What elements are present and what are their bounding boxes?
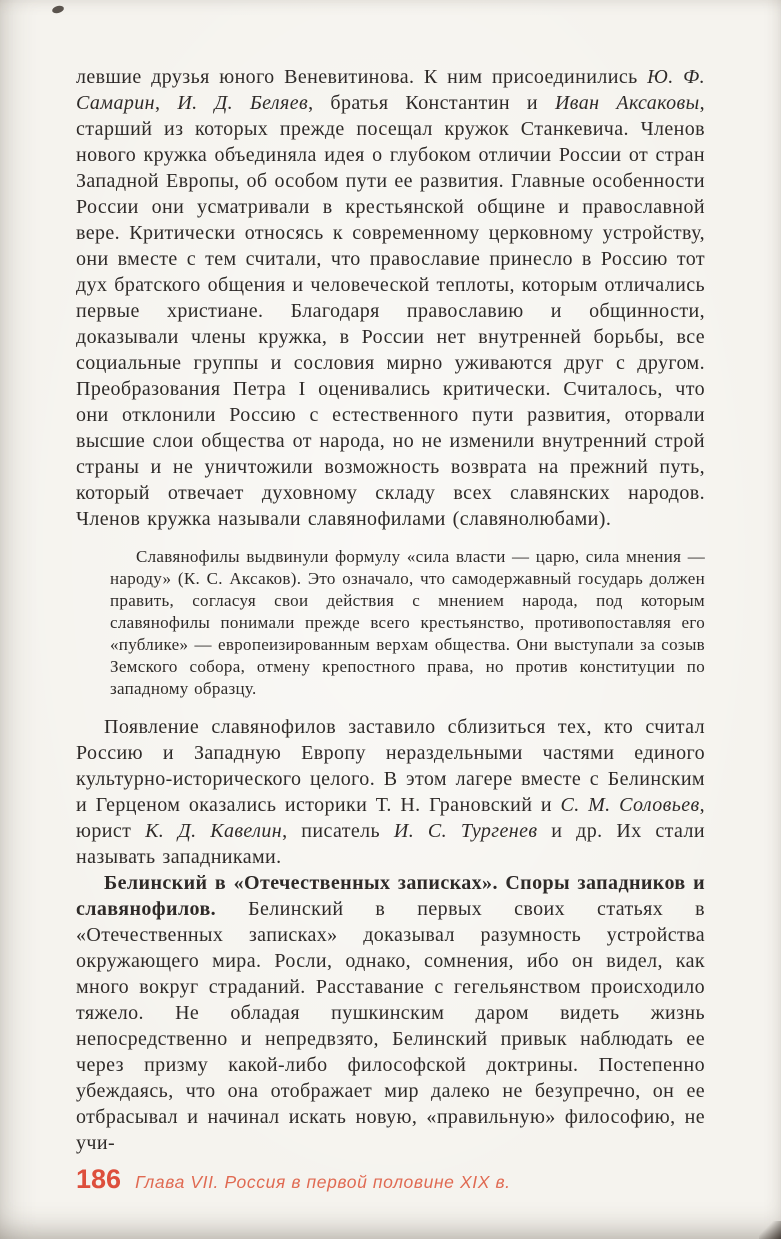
body-paragraph-continuation [76, 64, 705, 532]
section-heading: Белинский в «Отечественных записках». Споры западников и славянофилов. [76, 872, 705, 920]
page-footer [76, 1164, 511, 1195]
chapter-title: Глава VII. Россия в первой половине XIX в. [135, 1172, 511, 1192]
text-run: Появление славянофилов заставило сблизиться тех, кто считал Россию и Западную Европу нераздельными частями единого культурно-исторического целого. В этом лагере вместе с Белинским и Герценом оказались историки Т. Н. Грановский и [76, 716, 705, 816]
person-name: И. С. Тургенев [393, 820, 538, 842]
text-run: , братья Константин и [308, 92, 555, 114]
person-name: И. Д. Беляев [177, 92, 309, 114]
body-paragraph-belinsky [76, 870, 705, 1156]
text-run: Белинский в первых своих статьях в «Отечественных записках» доказывал разумность устройства окружающего мира. Росли, однако, сомнения, ибо он видел, как много вокруг страданий. Расставание с гегельянством происходило тяжело. Не обладая пушкинским даром видеть жизнь непосредственно и непредвзято, Белинский привык наблюдать ее через призму какой-либо философской доктрины. Постепенно убеждаясь, что она отображает мир далеко не безупречно, он ее отбрасывал и начинал искать новую, «правильную» философию, не учи- [76, 898, 705, 1154]
text-run: левшие друзья юного Веневитинова. К ним присоединились [76, 66, 648, 88]
page-number: 186 [76, 1164, 122, 1194]
person-name: Ю. Ф. Самарин [76, 66, 706, 114]
person-name: Иван Аксаковы [554, 92, 700, 114]
text-run: Славянофилы выдвинули формулу «сила власти — царю, сила мнения — народу» (К. С. Аксаков). Это означало, что самодержавный государь должен править, согласуя свои действия с мнением народа, под которым славянофилы понимали прежде всего крестьянство, противопоставляя его «публике» — европеизированным верхам общества. Они выступали за созыв Земского собора, отмену крепостного права, но против конституции по западному образцу. [110, 547, 705, 698]
person-name: К. Д. Кавелин [145, 820, 283, 842]
text-run: , старший из которых прежде посещал кружок Станкевича. Членов нового кружка объединяла идея о глубоком отличии России от стран Западной Европы, об особом пути ее развития. Главные особенности России они усматривали в крестьянской общине и православной вере. Критически относясь к современному церковному устройству, они вместе с тем считали, что православие принесло в Россию тот дух братского общения и человеческой теплоты, которым отличались первые христиане. Благодаря православию и общинности, доказывали члены кружка, в России нет внутренней борьбы, все социальные группы и сословия мирно уживаются друг с другом. Преобразования Петра I оценивались критически. Считалось, что они отклонили Россию с естественного пути развития, оторвали высшие слои общества от народа, но не изменили внутренний строй страны и не уничтожили возможность возврата на прежний путь, который отвечает духовному складу всех славянских народов. Членов кружка называли славянофилами (славянолюбами). [76, 92, 705, 530]
text-run: , [154, 92, 178, 114]
text-run: и др. Их стали называть западниками. [76, 820, 705, 868]
scan-artifact [759, 1221, 781, 1239]
text-block [76, 64, 705, 1156]
text-run: , юрист [76, 794, 705, 842]
scan-artifact [51, 5, 64, 15]
inset-paragraph [110, 546, 705, 700]
text-run: , писатель [282, 820, 394, 842]
body-paragraph-westernizers [76, 714, 705, 870]
person-name: С. М. Соловьев [560, 794, 700, 816]
